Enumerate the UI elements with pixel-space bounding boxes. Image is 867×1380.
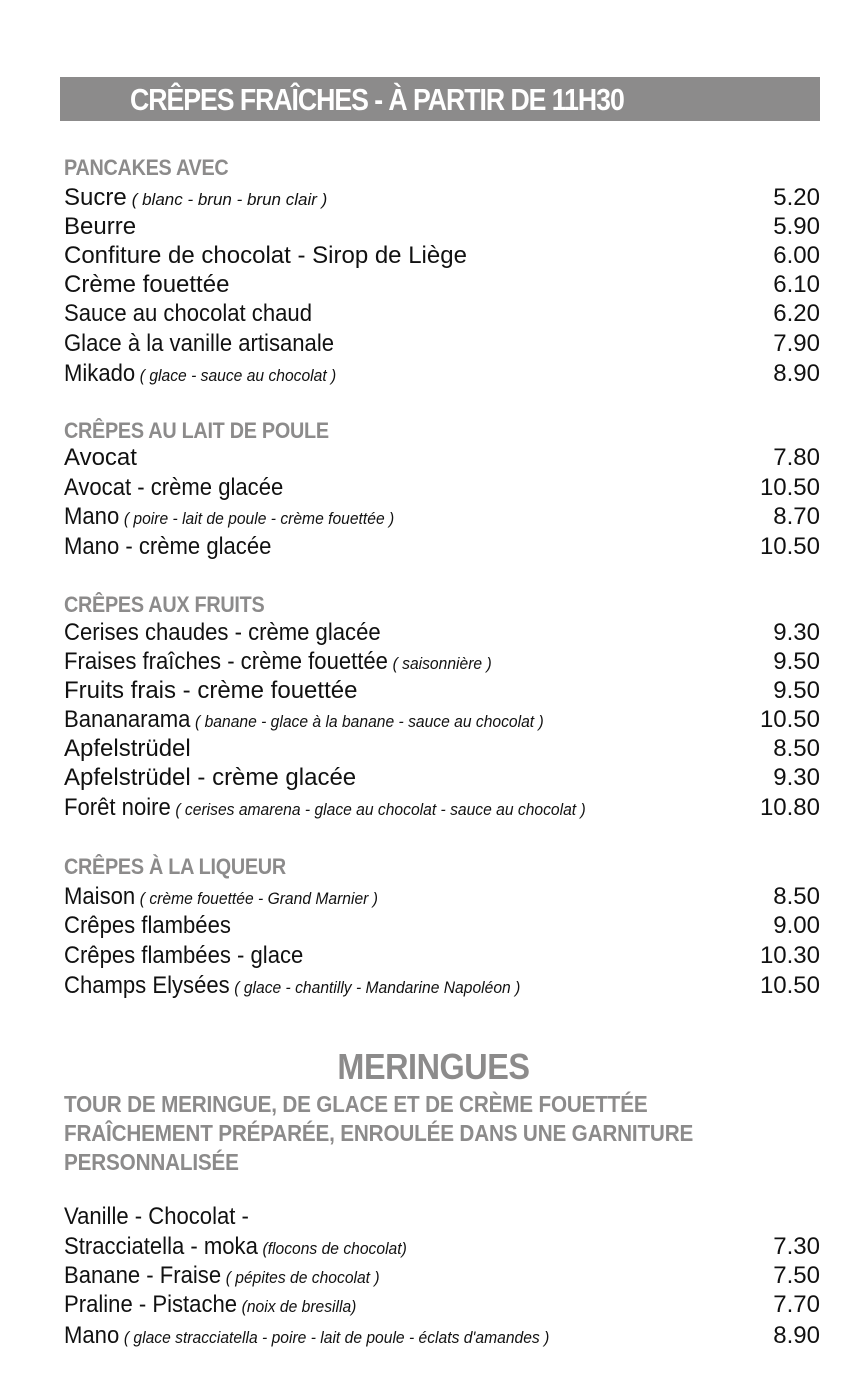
item-note: ( poire - lait de poule - crème fouettée ) xyxy=(123,509,395,528)
menu-item xyxy=(64,1291,820,1321)
item-price: 9.00 xyxy=(773,912,820,939)
menu-item xyxy=(64,1322,820,1352)
item-note: ( glace stracciatella - poire - lait de poule - éclats d'amandes ) xyxy=(123,1328,550,1347)
item-name: Champs Elysées xyxy=(64,972,230,999)
item-price: 7.50 xyxy=(773,1262,820,1289)
item-name: Forêt noire xyxy=(64,794,171,821)
item-price: 6.10 xyxy=(773,271,820,298)
item-name: Stracciatella - moka xyxy=(64,1233,258,1260)
item-note: ( saisonnière ) xyxy=(392,654,492,673)
menu-item xyxy=(64,942,820,972)
item-price: 10.50 xyxy=(759,533,820,560)
section-heading-lait-de-poule: CRÊPES AU LAIT DE POULE xyxy=(64,418,329,443)
item-name: Avocat xyxy=(64,444,137,471)
menu-item xyxy=(64,271,820,301)
section-heading-fruits: CRÊPES AUX FRUITS xyxy=(64,592,265,617)
item-price: 5.20 xyxy=(773,184,820,211)
item-note: (flocons de chocolat) xyxy=(262,1239,407,1258)
item-price: 8.90 xyxy=(773,1322,820,1349)
item-note: (noix de bresilla) xyxy=(241,1297,357,1316)
menu-item xyxy=(64,184,820,214)
item-name: Beurre xyxy=(64,213,137,240)
meringues-description xyxy=(64,1090,784,1177)
item-name: Mikado xyxy=(64,360,136,387)
item-price: 9.50 xyxy=(773,648,820,675)
meringues-title: MERINGUES xyxy=(337,1046,530,1087)
item-price: 10.50 xyxy=(759,972,820,999)
item-name: Sauce au chocolat chaud xyxy=(64,300,312,327)
item-name: Avocat - crème glacée xyxy=(64,474,284,501)
menu-item xyxy=(64,503,820,533)
item-note: ( blanc - brun - brun clair ) xyxy=(131,190,328,209)
item-price: 9.30 xyxy=(773,764,820,791)
item-name: Praline - Pistache xyxy=(64,1291,238,1318)
meringue-intro-line: Vanille - Chocolat - xyxy=(64,1203,249,1230)
item-price: 10.80 xyxy=(759,794,820,821)
item-price: 10.30 xyxy=(759,942,820,969)
item-note: ( banane - glace à la banane - sauce au chocolat ) xyxy=(195,712,544,731)
item-name: Mano xyxy=(64,1322,120,1349)
item-name: Banane - Fraise xyxy=(64,1262,222,1289)
description-line: FRAÎCHEMENT PRÉPARÉE, ENROULÉE DANS UNE GARNITURE xyxy=(64,1120,694,1146)
item-name: Crêpes flambées xyxy=(64,912,231,939)
item-name: Bananarama xyxy=(64,706,191,733)
menu-item xyxy=(64,648,820,678)
item-note: ( glace - chantilly - Mandarine Napoléon ) xyxy=(234,978,521,997)
item-name: Fruits frais - crème fouettée xyxy=(64,677,358,704)
menu-item xyxy=(64,619,820,649)
menu-item xyxy=(64,474,820,504)
menu-item xyxy=(64,883,820,913)
item-name: Apfelstrüdel - crème glacée xyxy=(64,764,357,791)
menu-item xyxy=(64,360,820,390)
item-price: 6.00 xyxy=(773,242,820,269)
item-price: 6.20 xyxy=(773,300,820,327)
item-name: Cerises chaudes - crème glacée xyxy=(64,619,381,646)
menu-item xyxy=(64,706,820,736)
item-name: Sucre xyxy=(64,184,127,211)
item-name: Fraises fraîches - crème fouettée xyxy=(64,648,388,675)
item-price: 7.90 xyxy=(773,330,820,357)
menu-item xyxy=(64,1233,820,1263)
item-price: 9.50 xyxy=(773,677,820,704)
menu-item xyxy=(64,912,820,942)
menu-item xyxy=(64,444,820,474)
item-price: 7.30 xyxy=(773,1233,820,1260)
item-name: Crème fouettée xyxy=(64,271,230,298)
section-heading-liqueur: CRÊPES À LA LIQUEUR xyxy=(64,854,286,879)
menu-item xyxy=(64,330,820,360)
item-price: 8.50 xyxy=(773,735,820,762)
item-name: Apfelstrüdel xyxy=(64,735,191,762)
menu-item xyxy=(64,764,820,794)
item-note: ( crème fouettée - Grand Marnier ) xyxy=(139,889,378,908)
menu-item xyxy=(64,242,820,272)
description-line: PERSONNALISÉE xyxy=(64,1149,239,1175)
menu-item xyxy=(64,300,820,330)
item-price: 5.90 xyxy=(773,213,820,240)
menu-item xyxy=(64,794,820,824)
item-name: Mano - crème glacée xyxy=(64,533,272,560)
item-price: 7.70 xyxy=(773,1291,820,1318)
item-price: 10.50 xyxy=(759,706,820,733)
menu-item xyxy=(64,735,820,765)
item-name: Crêpes flambées - glace xyxy=(64,942,304,969)
item-price: 7.80 xyxy=(773,444,820,471)
banner-title: CRÊPES FRAÎCHES - À PARTIR DE 11H30 xyxy=(130,82,624,117)
section-heading-pancakes: PANCAKES AVEC xyxy=(64,155,229,180)
item-note: ( cerises amarena - glace au chocolat - sauce au chocolat ) xyxy=(175,800,586,819)
menu-item xyxy=(64,213,820,243)
item-price: 8.90 xyxy=(773,360,820,387)
menu-item xyxy=(64,972,820,1002)
item-price: 8.50 xyxy=(773,883,820,910)
menu-item xyxy=(64,677,820,707)
menu-item xyxy=(64,533,820,563)
item-price: 10.50 xyxy=(759,474,820,501)
item-price: 8.70 xyxy=(773,503,820,530)
item-note: ( glace - sauce au chocolat ) xyxy=(139,366,337,385)
item-name: Glace à la vanille artisanale xyxy=(64,330,335,357)
item-note: ( pépites de chocolat ) xyxy=(225,1268,380,1287)
description-line: TOUR DE MERINGUE, DE GLACE ET DE CRÈME FOUETTÉE xyxy=(64,1091,648,1117)
item-name: Mano xyxy=(64,503,120,530)
item-name: Confiture de chocolat - Sirop de Liège xyxy=(64,242,467,269)
menu-item xyxy=(64,1262,820,1292)
item-name: Maison xyxy=(64,883,136,910)
item-price: 9.30 xyxy=(773,619,820,646)
